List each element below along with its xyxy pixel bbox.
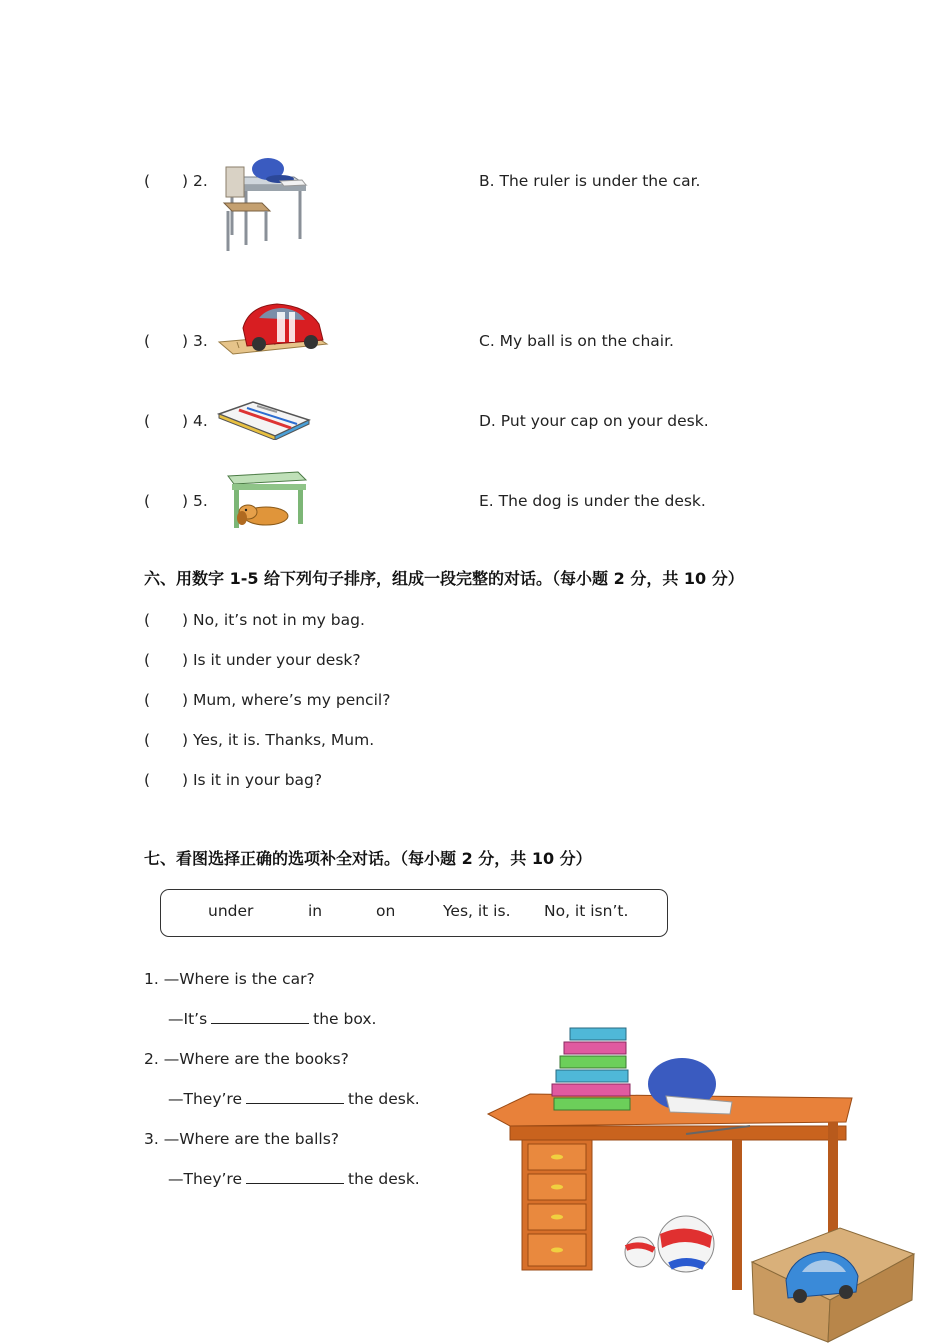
section6-title: 六、用数字 1-5 给下列句子排序，组成一段完整的对话。（每小题 2 分，共 10 分） [144, 569, 744, 588]
word-option: No, it isn’t. [544, 902, 629, 920]
answer-suffix: the desk. [348, 1170, 420, 1188]
paren-open: ( [144, 412, 151, 430]
item-number: ) 5. [182, 492, 208, 510]
word-option: on [376, 902, 396, 920]
answer-prefix: —They’re [168, 1090, 242, 1108]
sentence-item: ) Mum, where’s my pencil? [182, 691, 391, 709]
car-ruler-icon [215, 298, 331, 360]
sentence-item: ) No, it’s not in my bag. [182, 611, 365, 629]
section7-title: 七、看图选择正确的选项补全对话。（每小题 2 分，共 10 分） [144, 849, 592, 868]
word-option: in [308, 902, 323, 920]
word-option: under [208, 902, 254, 920]
answer-suffix: the desk. [348, 1090, 420, 1108]
paren-open: ( [144, 492, 151, 510]
paren-open: ( [144, 172, 151, 190]
sentence-item: ) Is it under your desk? [182, 651, 361, 669]
answer-blank[interactable] [246, 1089, 344, 1104]
question-text: 2. —Where are the books? [144, 1050, 349, 1068]
sentence-item: ) Is it in your bag? [182, 771, 323, 789]
paren-open: ( [144, 651, 151, 669]
answer-option: C. My ball is on the chair. [479, 332, 674, 350]
paren-open: ( [144, 332, 151, 350]
item-number: ) 4. [182, 412, 208, 430]
item-number: ) 2. [182, 172, 208, 190]
word-option: Yes, it is. [443, 902, 511, 920]
paren-open: ( [144, 611, 151, 629]
answer-suffix: the box. [313, 1010, 377, 1028]
answer-line [168, 1009, 376, 1029]
pencil-box-icon [217, 400, 311, 440]
dog-table-icon [224, 468, 308, 530]
answer-blank[interactable] [246, 1169, 344, 1184]
answer-option: B. The ruler is under the car. [479, 172, 701, 190]
answer-prefix: —They’re [168, 1170, 242, 1188]
answer-line [168, 1089, 420, 1109]
sentence-item: ) Yes, it is. Thanks, Mum. [182, 731, 375, 749]
paren-open: ( [144, 771, 151, 789]
answer-line [168, 1169, 420, 1189]
question-text: 3. —Where are the balls? [144, 1130, 340, 1148]
answer-blank[interactable] [211, 1009, 309, 1024]
desk-cap-icon [222, 155, 308, 253]
answer-prefix: —It’s [168, 1010, 208, 1028]
answer-option: D. Put your cap on your desk. [479, 412, 709, 430]
question-text: 1. —Where is the car? [144, 970, 315, 988]
item-number: ) 3. [182, 332, 208, 350]
paren-open: ( [144, 691, 151, 709]
desk-scene-illustration [484, 1022, 924, 1344]
paren-open: ( [144, 731, 151, 749]
answer-option: E. The dog is under the desk. [479, 492, 706, 510]
